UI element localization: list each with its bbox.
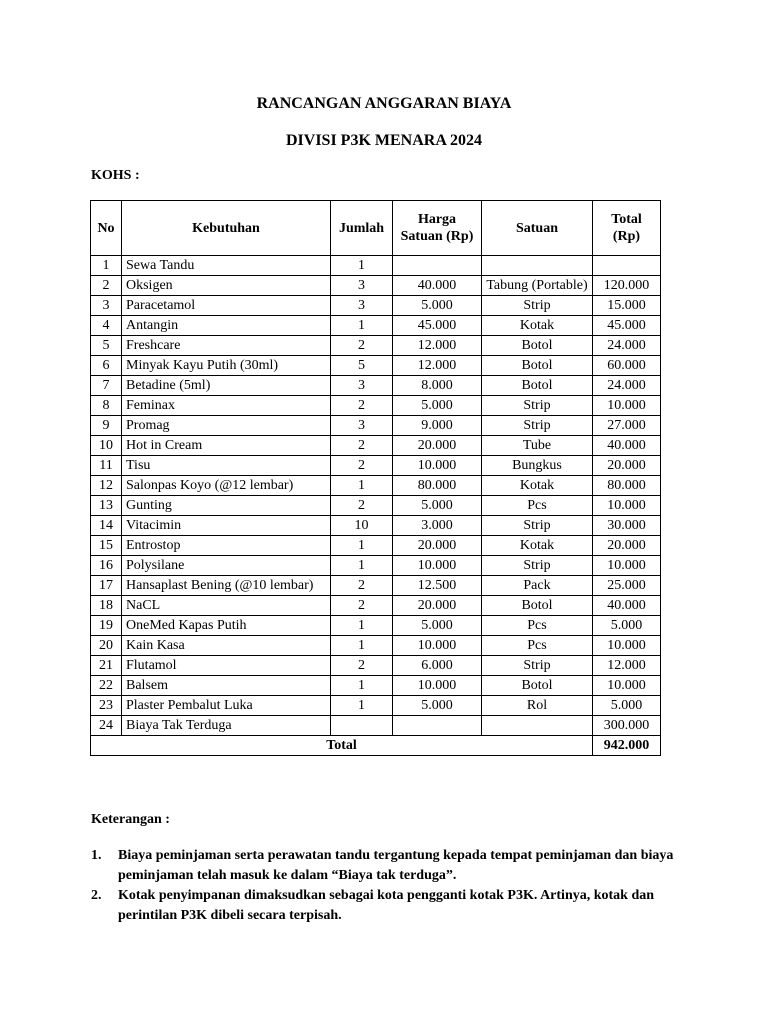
table-row — [91, 576, 661, 596]
cell-total: 40.000 — [593, 596, 661, 616]
cell-satuan: Strip — [482, 556, 593, 576]
kohs-label: KOHS : — [91, 168, 140, 183]
cell-satuan: Kotak — [482, 536, 593, 556]
cell-kebutuhan: Antangin — [122, 316, 331, 336]
cell-satuan: Pcs — [482, 636, 593, 656]
cell-harga-satuan: 5.000 — [393, 696, 482, 716]
cell-total: 15.000 — [593, 296, 661, 316]
cell-kebutuhan: Vitacimin — [122, 516, 331, 536]
table-row — [91, 696, 661, 716]
cell-harga-satuan: 6.000 — [393, 656, 482, 676]
header-harga-satuan: Harga Satuan (Rp) — [393, 201, 482, 256]
cell-harga-satuan: 12.000 — [393, 336, 482, 356]
cell-no: 2 — [91, 276, 122, 296]
cell-jumlah: 2 — [331, 496, 393, 516]
cell-jumlah — [331, 716, 393, 736]
total-row — [91, 736, 661, 756]
header-jumlah: Jumlah — [331, 201, 393, 256]
cell-no: 11 — [91, 456, 122, 476]
cell-jumlah: 2 — [331, 656, 393, 676]
table-row — [91, 476, 661, 496]
cell-harga-satuan: 20.000 — [393, 536, 482, 556]
cell-no: 10 — [91, 436, 122, 456]
table-row — [91, 376, 661, 396]
cell-total: 120.000 — [593, 276, 661, 296]
header-kebutuhan: Kebutuhan — [122, 201, 331, 256]
table-row — [91, 636, 661, 656]
cell-no: 16 — [91, 556, 122, 576]
table-row — [91, 536, 661, 556]
cell-no: 8 — [91, 396, 122, 416]
cell-kebutuhan: Betadine (5ml) — [122, 376, 331, 396]
cell-harga-satuan — [393, 256, 482, 276]
cell-jumlah: 2 — [331, 396, 393, 416]
cell-no: 17 — [91, 576, 122, 596]
table-row — [91, 396, 661, 416]
table-row — [91, 436, 661, 456]
cell-harga-satuan — [393, 716, 482, 736]
cell-harga-satuan: 5.000 — [393, 396, 482, 416]
cell-total: 10.000 — [593, 676, 661, 696]
note-item — [91, 886, 691, 926]
cell-kebutuhan: Promag — [122, 416, 331, 436]
cell-jumlah: 1 — [331, 536, 393, 556]
cell-satuan: Botol — [482, 336, 593, 356]
cell-satuan: Bungkus — [482, 456, 593, 476]
table-row — [91, 656, 661, 676]
cell-kebutuhan: Hansaplast Bening (@10 lembar) — [122, 576, 331, 596]
cell-kebutuhan: Polysilane — [122, 556, 331, 576]
cell-satuan: Tabung (Portable) — [482, 276, 593, 296]
document-subtitle: DIVISI P3K MENARA 2024 — [285, 132, 482, 149]
table-row — [91, 496, 661, 516]
cell-satuan: Botol — [482, 376, 593, 396]
cell-no: 12 — [91, 476, 122, 496]
cell-satuan: Pack — [482, 576, 593, 596]
cell-no: 23 — [91, 696, 122, 716]
table-row — [91, 516, 661, 536]
cell-satuan: Botol — [482, 356, 593, 376]
cell-kebutuhan: NaCL — [122, 596, 331, 616]
table-row — [91, 456, 661, 476]
cell-total: 20.000 — [593, 456, 661, 476]
cell-harga-satuan: 8.000 — [393, 376, 482, 396]
cell-satuan: Strip — [482, 656, 593, 676]
cell-satuan — [482, 256, 593, 276]
total-value: 942.000 — [593, 736, 661, 756]
table-row — [91, 356, 661, 376]
cell-kebutuhan: Freshcare — [122, 336, 331, 356]
cell-total: 5.000 — [593, 616, 661, 636]
cell-kebutuhan: Biaya Tak Terduga — [122, 716, 331, 736]
cell-total: 60.000 — [593, 356, 661, 376]
cell-total: 27.000 — [593, 416, 661, 436]
cell-no: 20 — [91, 636, 122, 656]
cell-satuan: Kotak — [482, 316, 593, 336]
document-title: RANCANGAN ANGGARAN BIAYA — [256, 95, 512, 112]
cell-harga-satuan: 12.500 — [393, 576, 482, 596]
cell-satuan — [482, 716, 593, 736]
cell-kebutuhan: Kain Kasa — [122, 636, 331, 656]
table-row — [91, 276, 661, 296]
table-row — [91, 316, 661, 336]
cell-no: 9 — [91, 416, 122, 436]
cell-jumlah: 2 — [331, 596, 393, 616]
cell-satuan: Pcs — [482, 616, 593, 636]
table-row — [91, 336, 661, 356]
cell-jumlah: 2 — [331, 456, 393, 476]
cell-no: 6 — [91, 356, 122, 376]
header-no: No — [91, 201, 122, 256]
cell-total: 45.000 — [593, 316, 661, 336]
cell-kebutuhan: Salonpas Koyo (@12 lembar) — [122, 476, 331, 496]
cell-kebutuhan: Tisu — [122, 456, 331, 476]
table-header-row — [91, 201, 661, 256]
cell-satuan: Botol — [482, 676, 593, 696]
cell-kebutuhan: Oksigen — [122, 276, 331, 296]
cell-jumlah: 2 — [331, 336, 393, 356]
cell-no: 5 — [91, 336, 122, 356]
cell-harga-satuan: 10.000 — [393, 676, 482, 696]
cell-harga-satuan: 10.000 — [393, 556, 482, 576]
cell-jumlah: 3 — [331, 376, 393, 396]
cell-kebutuhan: Minyak Kayu Putih (30ml) — [122, 356, 331, 376]
budget-table — [90, 200, 661, 756]
cell-no: 13 — [91, 496, 122, 516]
cell-jumlah: 2 — [331, 436, 393, 456]
cell-satuan: Strip — [482, 296, 593, 316]
note-item — [91, 846, 691, 886]
cell-total: 80.000 — [593, 476, 661, 496]
cell-jumlah: 1 — [331, 476, 393, 496]
cell-jumlah: 1 — [331, 636, 393, 656]
cell-jumlah: 3 — [331, 296, 393, 316]
cell-kebutuhan: Entrostop — [122, 536, 331, 556]
cell-harga-satuan: 5.000 — [393, 496, 482, 516]
total-label: Total — [91, 736, 593, 756]
table-row — [91, 716, 661, 736]
header-total: Total (Rp) — [593, 201, 661, 256]
cell-satuan: Strip — [482, 396, 593, 416]
cell-satuan: Strip — [482, 416, 593, 436]
cell-no: 21 — [91, 656, 122, 676]
cell-no: 18 — [91, 596, 122, 616]
table-row — [91, 296, 661, 316]
cell-total: 12.000 — [593, 656, 661, 676]
cell-jumlah: 2 — [331, 576, 393, 596]
cell-kebutuhan: Plaster Pembalut Luka — [122, 696, 331, 716]
cell-harga-satuan: 10.000 — [393, 636, 482, 656]
cell-no: 22 — [91, 676, 122, 696]
cell-harga-satuan: 3.000 — [393, 516, 482, 536]
cell-total: 10.000 — [593, 636, 661, 656]
cell-total: 24.000 — [593, 336, 661, 356]
cell-harga-satuan: 40.000 — [393, 276, 482, 296]
cell-harga-satuan: 5.000 — [393, 296, 482, 316]
cell-jumlah: 10 — [331, 516, 393, 536]
cell-total: 10.000 — [593, 496, 661, 516]
cell-kebutuhan: Feminax — [122, 396, 331, 416]
cell-total — [593, 256, 661, 276]
cell-total: 30.000 — [593, 516, 661, 536]
notes-heading: Keterangan : — [91, 812, 170, 827]
cell-kebutuhan: Hot in Cream — [122, 436, 331, 456]
cell-no: 3 — [91, 296, 122, 316]
cell-satuan: Tube — [482, 436, 593, 456]
cell-jumlah: 3 — [331, 416, 393, 436]
cell-kebutuhan: Flutamol — [122, 656, 331, 676]
cell-no: 7 — [91, 376, 122, 396]
cell-kebutuhan: Balsem — [122, 676, 331, 696]
cell-kebutuhan: Gunting — [122, 496, 331, 516]
cell-no: 19 — [91, 616, 122, 636]
note-number: 2. — [91, 888, 102, 903]
cell-jumlah: 1 — [331, 676, 393, 696]
cell-total: 40.000 — [593, 436, 661, 456]
table-row — [91, 256, 661, 276]
cell-jumlah: 1 — [331, 556, 393, 576]
cell-satuan: Kotak — [482, 476, 593, 496]
cell-total: 25.000 — [593, 576, 661, 596]
cell-jumlah: 3 — [331, 276, 393, 296]
note-text: Biaya peminjaman serta perawatan tandu tergantung kepada tempat peminjaman dan biaya peminjaman telah masuk ke dalam “Biaya tak terduga”. — [118, 848, 674, 883]
cell-kebutuhan: Paracetamol — [122, 296, 331, 316]
note-text: Kotak penyimpanan dimaksudkan sebagai kota pengganti kotak P3K. Artinya, kotak dan perintilan P3K dibeli secara terpisah. — [118, 888, 655, 923]
cell-jumlah: 1 — [331, 696, 393, 716]
cell-satuan: Botol — [482, 596, 593, 616]
cell-harga-satuan: 9.000 — [393, 416, 482, 436]
cell-harga-satuan: 20.000 — [393, 596, 482, 616]
header-satuan: Satuan — [482, 201, 593, 256]
table-row — [91, 596, 661, 616]
cell-no: 1 — [91, 256, 122, 276]
cell-total: 5.000 — [593, 696, 661, 716]
cell-total: 300.000 — [593, 716, 661, 736]
cell-harga-satuan: 10.000 — [393, 456, 482, 476]
cell-harga-satuan: 80.000 — [393, 476, 482, 496]
cell-harga-satuan: 20.000 — [393, 436, 482, 456]
table-row — [91, 616, 661, 636]
cell-no: 24 — [91, 716, 122, 736]
cell-kebutuhan: Sewa Tandu — [122, 256, 331, 276]
cell-total: 10.000 — [593, 396, 661, 416]
cell-total: 10.000 — [593, 556, 661, 576]
cell-no: 4 — [91, 316, 122, 336]
cell-satuan: Strip — [482, 516, 593, 536]
cell-kebutuhan: OneMed Kapas Putih — [122, 616, 331, 636]
cell-jumlah: 1 — [331, 256, 393, 276]
cell-jumlah: 5 — [331, 356, 393, 376]
cell-jumlah: 1 — [331, 616, 393, 636]
cell-harga-satuan: 12.000 — [393, 356, 482, 376]
cell-jumlah: 1 — [331, 316, 393, 336]
table-row — [91, 416, 661, 436]
cell-harga-satuan: 5.000 — [393, 616, 482, 636]
table-row — [91, 676, 661, 696]
cell-satuan: Pcs — [482, 496, 593, 516]
notes-list — [91, 846, 691, 926]
cell-no: 14 — [91, 516, 122, 536]
cell-total: 24.000 — [593, 376, 661, 396]
cell-total: 20.000 — [593, 536, 661, 556]
cell-satuan: Rol — [482, 696, 593, 716]
table-row — [91, 556, 661, 576]
note-number: 1. — [91, 848, 102, 863]
cell-harga-satuan: 45.000 — [393, 316, 482, 336]
cell-no: 15 — [91, 536, 122, 556]
